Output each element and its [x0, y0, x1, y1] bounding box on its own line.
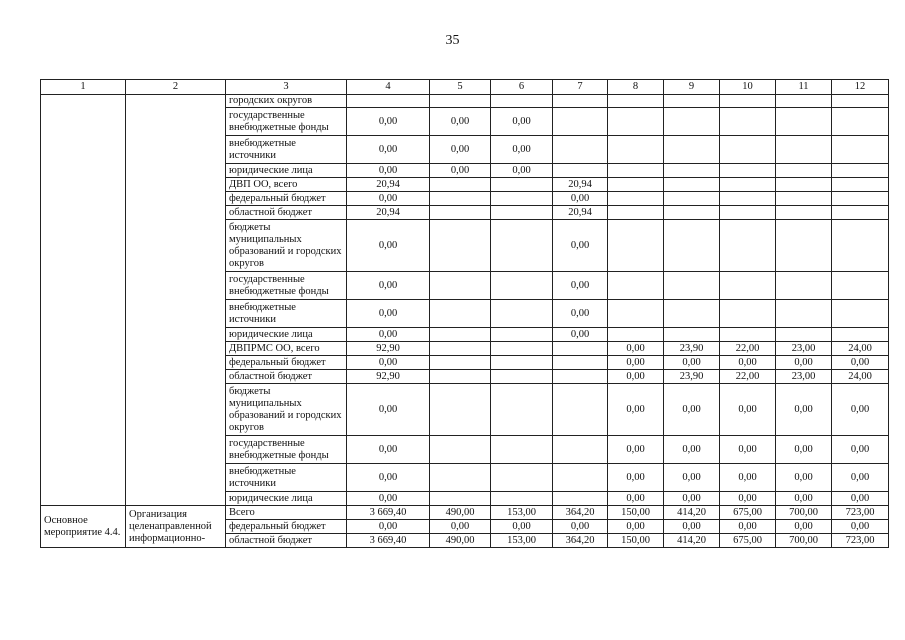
value-cell: 20,94	[347, 206, 430, 220]
value-cell	[608, 192, 664, 206]
value-cell: 0,00	[720, 436, 776, 464]
row-label: бюджеты муниципальных образований и городских округов	[226, 384, 347, 436]
value-cell: 0,00	[664, 356, 720, 370]
value-cell	[608, 164, 664, 178]
value-cell	[664, 272, 720, 300]
value-cell	[720, 206, 776, 220]
value-cell	[430, 220, 491, 272]
value-cell	[776, 300, 832, 328]
value-cell: 3 669,40	[347, 506, 430, 520]
value-cell: 0,00	[776, 492, 832, 506]
value-cell: 24,00	[832, 342, 889, 356]
value-cell: 414,20	[664, 534, 720, 548]
value-cell	[491, 328, 553, 342]
value-cell: 0,00	[664, 492, 720, 506]
row-label: юридические лица	[226, 492, 347, 506]
row-label: областной бюджет	[226, 206, 347, 220]
value-cell	[430, 272, 491, 300]
value-cell	[430, 300, 491, 328]
value-cell: 23,00	[776, 370, 832, 384]
value-cell: 0,00	[430, 136, 491, 164]
value-cell	[491, 192, 553, 206]
row-label: Всего	[226, 506, 347, 520]
value-cell	[608, 220, 664, 272]
value-cell	[720, 300, 776, 328]
value-cell	[776, 220, 832, 272]
value-cell: 0,00	[491, 108, 553, 136]
value-cell: 0,00	[430, 520, 491, 534]
value-cell: 723,00	[832, 506, 889, 520]
value-cell: 675,00	[720, 534, 776, 548]
cell-col2-empty	[126, 95, 226, 506]
value-cell	[430, 342, 491, 356]
value-cell	[664, 206, 720, 220]
value-cell: 3 669,40	[347, 534, 430, 548]
value-cell: 22,00	[720, 342, 776, 356]
value-cell: 0,00	[347, 108, 430, 136]
value-cell	[491, 370, 553, 384]
row-label: федеральный бюджет	[226, 192, 347, 206]
value-cell	[720, 108, 776, 136]
value-cell	[720, 220, 776, 272]
value-cell: 0,00	[553, 220, 608, 272]
value-cell	[430, 384, 491, 436]
value-cell	[832, 178, 889, 192]
value-cell: 0,00	[608, 520, 664, 534]
row-label: бюджеты муниципальных образований и городских округов	[226, 220, 347, 272]
value-cell	[608, 136, 664, 164]
value-cell: 0,00	[720, 356, 776, 370]
value-cell: 92,90	[347, 370, 430, 384]
value-cell: 0,00	[347, 136, 430, 164]
value-cell	[608, 300, 664, 328]
value-cell	[832, 300, 889, 328]
column-number-row	[41, 80, 889, 95]
value-cell: 0,00	[491, 520, 553, 534]
value-cell: 0,00	[608, 370, 664, 384]
value-cell: 0,00	[347, 384, 430, 436]
value-cell: 23,00	[776, 342, 832, 356]
row-label: областной бюджет	[226, 534, 347, 548]
value-cell: 0,00	[491, 164, 553, 178]
value-cell: 0,00	[347, 520, 430, 534]
value-cell: 0,00	[608, 492, 664, 506]
row-label: внебюджетные источники	[226, 464, 347, 492]
row-label: юридические лица	[226, 328, 347, 342]
column-header: 6	[491, 80, 553, 95]
value-cell	[430, 492, 491, 506]
value-cell	[491, 220, 553, 272]
value-cell	[491, 206, 553, 220]
value-cell: 0,00	[347, 492, 430, 506]
column-header: 1	[41, 80, 126, 95]
activity-name-cell: Основное мероприятие 4.4.	[41, 506, 126, 548]
value-cell: 364,20	[553, 534, 608, 548]
value-cell	[720, 192, 776, 206]
value-cell: 0,00	[832, 464, 889, 492]
value-cell	[608, 328, 664, 342]
value-cell: 0,00	[347, 464, 430, 492]
value-cell: 0,00	[608, 356, 664, 370]
row-label: федеральный бюджет	[226, 356, 347, 370]
value-cell: 0,00	[832, 384, 889, 436]
value-cell: 0,00	[776, 436, 832, 464]
value-cell: 0,00	[832, 492, 889, 506]
value-cell	[491, 342, 553, 356]
value-cell: 23,90	[664, 370, 720, 384]
value-cell	[832, 136, 889, 164]
value-cell	[832, 164, 889, 178]
value-cell: 0,00	[720, 384, 776, 436]
value-cell	[664, 220, 720, 272]
value-cell	[553, 342, 608, 356]
value-cell: 0,00	[776, 356, 832, 370]
value-cell	[664, 328, 720, 342]
column-header: 10	[720, 80, 776, 95]
value-cell	[720, 272, 776, 300]
value-cell	[832, 220, 889, 272]
value-cell: 0,00	[347, 164, 430, 178]
value-cell: 22,00	[720, 370, 776, 384]
value-cell: 0,00	[491, 136, 553, 164]
value-cell	[553, 108, 608, 136]
value-cell: 0,00	[608, 436, 664, 464]
value-cell: 23,90	[664, 342, 720, 356]
value-cell	[491, 300, 553, 328]
value-cell	[430, 178, 491, 192]
column-header: 2	[126, 80, 226, 95]
value-cell	[553, 164, 608, 178]
row-label: федеральный бюджет	[226, 520, 347, 534]
value-cell: 0,00	[720, 520, 776, 534]
value-cell	[720, 328, 776, 342]
cell-col1-empty	[41, 95, 126, 506]
value-cell	[664, 108, 720, 136]
row-label: ДВПРМС ОО, всего	[226, 342, 347, 356]
value-cell: 0,00	[664, 384, 720, 436]
value-cell	[491, 356, 553, 370]
value-cell	[491, 492, 553, 506]
value-cell: 0,00	[347, 220, 430, 272]
value-cell: 0,00	[776, 464, 832, 492]
value-cell	[832, 108, 889, 136]
value-cell	[776, 272, 832, 300]
row-label: государственные внебюджетные фонды	[226, 108, 347, 136]
value-cell	[608, 206, 664, 220]
value-cell	[664, 136, 720, 164]
value-cell: 0,00	[608, 464, 664, 492]
value-cell	[491, 178, 553, 192]
value-cell: 675,00	[720, 506, 776, 520]
value-cell	[776, 206, 832, 220]
value-cell	[832, 328, 889, 342]
value-cell: 723,00	[832, 534, 889, 548]
value-cell: 0,00	[832, 356, 889, 370]
value-cell: 0,00	[347, 356, 430, 370]
value-cell: 0,00	[347, 328, 430, 342]
value-cell: 0,00	[664, 520, 720, 534]
value-cell: 0,00	[430, 164, 491, 178]
row-label: внебюджетные источники	[226, 136, 347, 164]
value-cell: 0,00	[608, 384, 664, 436]
page-number: 35	[445, 33, 460, 48]
value-cell: 0,00	[347, 272, 430, 300]
value-cell: 490,00	[430, 506, 491, 520]
table-row	[41, 95, 889, 108]
value-cell	[832, 206, 889, 220]
value-cell: 0,00	[553, 272, 608, 300]
value-cell	[776, 164, 832, 178]
value-cell	[553, 492, 608, 506]
value-cell	[430, 192, 491, 206]
value-cell: 700,00	[776, 506, 832, 520]
value-cell: 0,00	[347, 300, 430, 328]
value-cell	[720, 178, 776, 192]
value-cell: 153,00	[491, 534, 553, 548]
value-cell: 414,20	[664, 506, 720, 520]
value-cell: 150,00	[608, 506, 664, 520]
value-cell	[664, 178, 720, 192]
row-label: областной бюджет	[226, 370, 347, 384]
value-cell	[664, 164, 720, 178]
value-cell	[491, 464, 553, 492]
value-cell: 20,94	[347, 178, 430, 192]
value-cell: 20,94	[553, 178, 608, 192]
value-cell	[430, 356, 491, 370]
value-cell	[664, 300, 720, 328]
column-header: 7	[553, 80, 608, 95]
value-cell: 20,94	[553, 206, 608, 220]
value-cell	[430, 436, 491, 464]
value-cell: 0,00	[720, 492, 776, 506]
value-cell	[430, 206, 491, 220]
value-cell	[553, 136, 608, 164]
value-cell: 150,00	[608, 534, 664, 548]
row-label: ДВП ОО, всего	[226, 178, 347, 192]
value-cell: 0,00	[553, 520, 608, 534]
column-header: 8	[608, 80, 664, 95]
value-cell	[491, 384, 553, 436]
value-cell: 364,20	[553, 506, 608, 520]
value-cell	[553, 384, 608, 436]
value-cell: 0,00	[553, 300, 608, 328]
column-header: 9	[664, 80, 720, 95]
value-cell: 0,00	[608, 342, 664, 356]
row-label: городских округов	[226, 95, 347, 108]
column-header: 4	[347, 80, 430, 95]
value-cell: 0,00	[430, 108, 491, 136]
value-cell	[553, 356, 608, 370]
value-cell: 0,00	[776, 520, 832, 534]
value-cell	[491, 436, 553, 464]
value-cell: 153,00	[491, 506, 553, 520]
value-cell	[491, 272, 553, 300]
value-cell: 0,00	[776, 384, 832, 436]
column-header: 12	[832, 80, 889, 95]
activity-description-cell: Организация целенаправленной информационно-	[126, 506, 226, 548]
value-cell: 0,00	[664, 436, 720, 464]
value-cell: 0,00	[553, 328, 608, 342]
column-header: 11	[776, 80, 832, 95]
table-row	[41, 506, 889, 520]
budget-table	[40, 79, 889, 548]
value-cell	[430, 370, 491, 384]
value-cell	[608, 108, 664, 136]
column-header: 5	[430, 80, 491, 95]
value-cell	[430, 328, 491, 342]
value-cell	[776, 108, 832, 136]
row-label: юридические лица	[226, 164, 347, 178]
value-cell	[608, 178, 664, 192]
value-cell: 92,90	[347, 342, 430, 356]
value-cell: 490,00	[430, 534, 491, 548]
value-cell	[776, 328, 832, 342]
value-cell: 0,00	[347, 192, 430, 206]
value-cell	[720, 136, 776, 164]
value-cell	[832, 192, 889, 206]
value-cell	[608, 272, 664, 300]
column-header: 3	[226, 80, 347, 95]
value-cell: 0,00	[553, 192, 608, 206]
row-label: государственные внебюджетные фонды	[226, 436, 347, 464]
value-cell	[553, 436, 608, 464]
value-cell: 700,00	[776, 534, 832, 548]
value-cell: 0,00	[347, 436, 430, 464]
value-cell: 0,00	[664, 464, 720, 492]
value-cell	[553, 370, 608, 384]
value-cell: 0,00	[832, 520, 889, 534]
value-cell	[776, 192, 832, 206]
value-cell: 0,00	[832, 436, 889, 464]
row-label: внебюджетные источники	[226, 300, 347, 328]
value-cell	[776, 136, 832, 164]
row-label: государственные внебюджетные фонды	[226, 272, 347, 300]
value-cell	[776, 178, 832, 192]
value-cell	[720, 164, 776, 178]
value-cell	[553, 464, 608, 492]
value-cell: 24,00	[832, 370, 889, 384]
value-cell: 0,00	[720, 464, 776, 492]
value-cell	[430, 464, 491, 492]
value-cell	[832, 272, 889, 300]
value-cell	[664, 192, 720, 206]
